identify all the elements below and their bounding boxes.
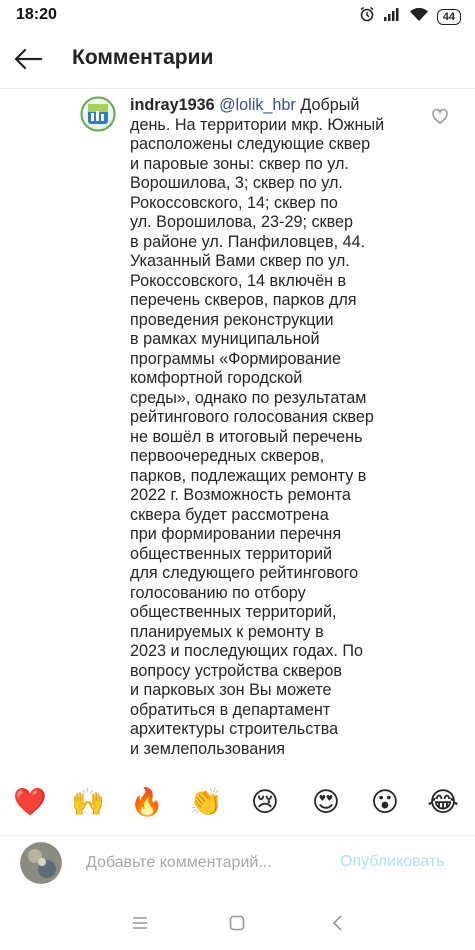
back-nav-button[interactable] [322,910,352,940]
comment-text-block [130,96,420,759]
wifi-icon [409,7,429,27]
like-comment-button[interactable] [432,109,450,127]
comment-username[interactable]: indray1936 [130,96,215,114]
signal-icon [383,7,401,26]
back-button[interactable] [10,44,46,78]
home-button[interactable] [222,910,252,940]
emoji-crying-face[interactable]: 😢 [250,786,280,817]
status-bar [0,0,475,34]
emoji-astonished-face[interactable]: 😮 [370,786,400,817]
page-title: Комментарии [72,46,214,69]
back-triangle-icon [331,915,343,936]
menu-icon [132,916,148,934]
header-divider [0,88,475,89]
emoji-bar [0,780,475,824]
avatar[interactable] [20,842,62,884]
emoji-fire[interactable]: 🔥 [130,787,164,817]
heart-outline-icon [432,111,448,128]
menu-button[interactable] [125,910,155,940]
home-square-icon [229,915,245,936]
comment-input-row [0,835,475,892]
arrow-left-icon [13,48,43,75]
status-icons [359,6,461,27]
avatar[interactable] [80,96,116,132]
post-button[interactable]: Опубликовать [340,853,445,870]
emoji-clapping-hands[interactable]: 👏 [189,787,223,817]
emoji-red-heart[interactable]: ❤️ [13,787,47,817]
comment-scroll-area[interactable] [0,90,475,772]
battery-icon: 44 [437,9,461,25]
emoji-raising-hands[interactable]: 🙌 [71,787,105,817]
system-nav-bar [0,900,475,950]
comment-text: Добрый день. На территории мкр. Южный расположены следующие сквер и паровые зоны: сквер по ул. Ворошилова, 3; сквер по ул. Рокоссовского, 14; сквер по ул. Ворошилова, 23-29; сквер в районе ул. Панфиловцев, 44. Указанный Вами сквер по ул. Рокоссовского, 14 включён в перечень скверов, парков для проведения реконструкции в рамках муниципальной программы «Формирование комфортной городской среды», однако по результатам рейтингового голосования сквер не вошёл в итоговый перечень первоочередных скверов, парков, подлежащих ремонту в 2022 г. Возможность ремонта сквера будет рассмотрена при формировании перечня общественных территорий для следующего рейтингового голосованию по отбору общественных территорий, планируемых к ремонту в 2023 и последующих годах. По вопросу устройства скверов и парковых зон Вы можете обратиться в департамент архитектуры строительства и землепользования [130,96,385,758]
comment-input[interactable] [86,851,316,875]
emoji-tears-of-joy[interactable]: 😂 [427,786,459,817]
alarm-icon [359,6,375,27]
status-time: 18:20 [16,6,57,23]
emoji-heart-eyes[interactable]: 😍 [311,786,341,817]
app-header [0,34,475,88]
comment-mention[interactable]: @lolik_hbr [219,96,296,114]
